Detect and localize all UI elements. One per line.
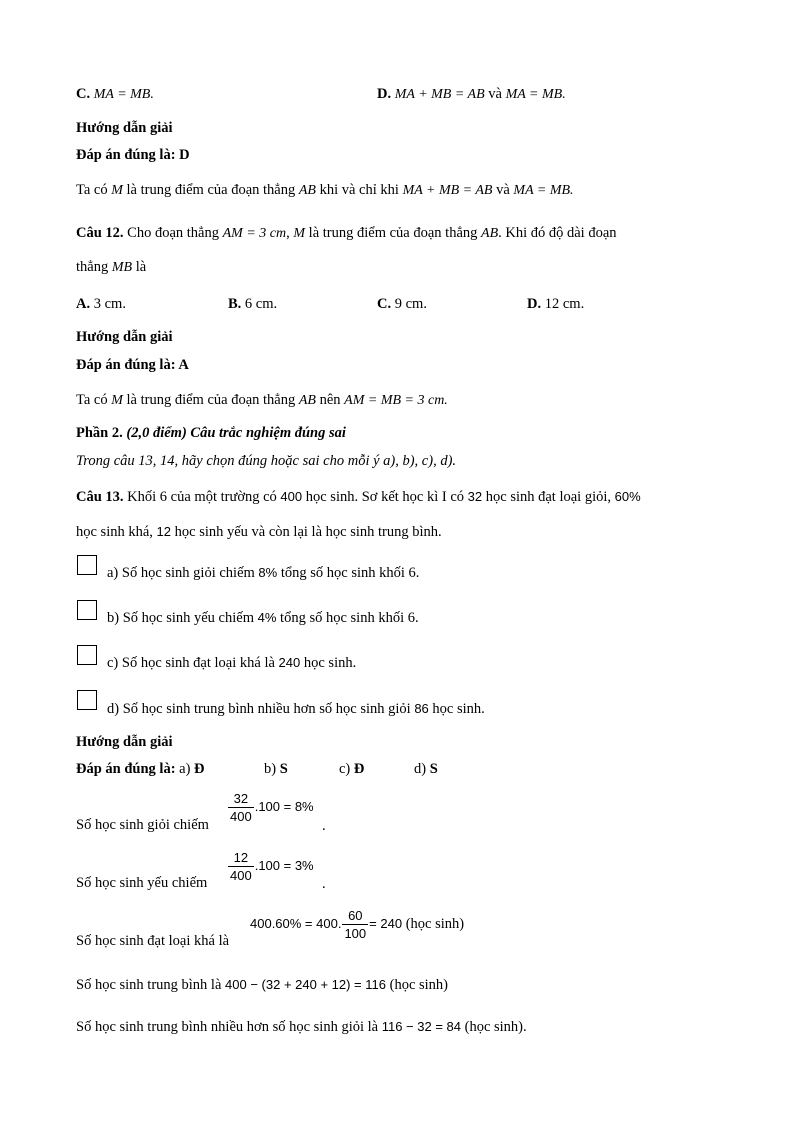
option-text: 12 cm. bbox=[544, 296, 585, 312]
text: khi và chỉ khi bbox=[319, 182, 399, 198]
solution-step-2-text: Số học sinh yếu chiếm bbox=[76, 875, 208, 891]
math-expr: .100 = 8% bbox=[254, 798, 314, 814]
answer-line bbox=[76, 760, 205, 778]
text: là trung điểm của đoạn thẳng bbox=[308, 225, 478, 241]
part-label: Phần 2. bbox=[76, 425, 123, 441]
statement-d bbox=[107, 700, 485, 718]
text: . Khi đó độ dài đoạn bbox=[498, 225, 617, 241]
numerator: 12 bbox=[228, 849, 254, 867]
solution-step-3-text: Số học sinh đạt loại khá là bbox=[76, 933, 230, 949]
answer-item bbox=[264, 760, 288, 778]
text: Ta có bbox=[76, 182, 108, 198]
number: 86 bbox=[414, 701, 429, 716]
option-d bbox=[377, 85, 566, 104]
math-expr: AM = MB = 3 cm. bbox=[344, 393, 448, 408]
math-expr: MB bbox=[111, 260, 133, 275]
solution-step-1-math bbox=[227, 790, 314, 825]
solution-line bbox=[76, 391, 448, 410]
solution-step-2-math bbox=[227, 849, 314, 884]
answer-key: c) bbox=[339, 761, 351, 777]
answer-value: Đ bbox=[353, 761, 365, 777]
fraction bbox=[228, 790, 254, 825]
answer-line: Đáp án đúng là: D bbox=[76, 147, 190, 163]
math-expr: AM = 3 cm bbox=[222, 226, 287, 241]
text: Số học sinh trung bình là bbox=[76, 977, 222, 993]
option-c bbox=[377, 295, 427, 313]
number: 60% bbox=[614, 489, 641, 504]
question-13 bbox=[76, 488, 641, 506]
number: 8% bbox=[258, 565, 278, 580]
statement-c-checkbox[interactable] bbox=[77, 645, 97, 665]
text: thẳng bbox=[76, 259, 109, 275]
numerator: 60 bbox=[342, 907, 368, 925]
text: nên bbox=[319, 392, 341, 408]
text: c) Số học sinh đạt loại khá là bbox=[107, 655, 275, 671]
part-instruction: Trong câu 13, 14, hãy chọn đúng hoặc sai cho mỗi ý a), b), c), d). bbox=[76, 453, 457, 469]
numerator: 32 bbox=[228, 790, 254, 808]
text: và bbox=[488, 86, 502, 102]
text: a) Số học sinh giỏi chiếm bbox=[107, 565, 255, 581]
option-label: C. bbox=[76, 86, 91, 102]
option-a bbox=[76, 295, 126, 313]
number: 400 bbox=[280, 489, 303, 504]
option-text: 3 cm. bbox=[93, 296, 126, 312]
answer-item bbox=[414, 760, 438, 778]
math-expr: M bbox=[111, 393, 123, 408]
text: học sinh. bbox=[432, 701, 485, 717]
answer-value: Đ bbox=[194, 761, 205, 777]
text: là bbox=[135, 259, 147, 275]
statement-b bbox=[107, 609, 419, 627]
option-b bbox=[228, 295, 277, 313]
option-label: B. bbox=[228, 296, 242, 312]
text: học sinh. Sơ kết học kì I có bbox=[305, 489, 465, 505]
part-title: (2,0 điểm) Câu trắc nghiệm đúng sai bbox=[126, 425, 346, 441]
math-expr: AB bbox=[298, 183, 316, 198]
punctuation: . bbox=[322, 876, 326, 892]
option-label: A. bbox=[76, 296, 91, 312]
math-expr: .100 = 3% bbox=[254, 857, 314, 873]
number: 12 bbox=[156, 524, 172, 539]
question-label: Câu 13. bbox=[76, 489, 124, 505]
math-expr: = 240 bbox=[369, 915, 403, 931]
text: Ta có bbox=[76, 392, 108, 408]
text: tổng số học sinh khối 6. bbox=[280, 565, 420, 581]
answer-value: S bbox=[429, 761, 438, 777]
text: Cho đoạn thẳng bbox=[127, 225, 219, 241]
statement-d-checkbox[interactable] bbox=[77, 690, 97, 710]
statement-a bbox=[107, 564, 419, 582]
text: , bbox=[286, 225, 290, 241]
denominator: 400 bbox=[230, 868, 252, 883]
solution-step-5 bbox=[76, 1018, 527, 1036]
option-label: D. bbox=[377, 86, 392, 102]
guide-heading: Hướng dẫn giải bbox=[76, 120, 173, 136]
text: d) Số học sinh trung bình nhiều hơn số học sinh giỏi bbox=[107, 701, 411, 717]
answer-value: S bbox=[279, 761, 288, 777]
denominator: 400 bbox=[230, 809, 252, 824]
option-c bbox=[76, 85, 154, 104]
unit-text: (học sinh) bbox=[389, 977, 448, 993]
punctuation: . bbox=[322, 818, 326, 834]
text: là trung điểm của đoạn thẳng bbox=[126, 182, 296, 198]
math-expr: MA = MB. bbox=[513, 183, 574, 198]
text: là trung điểm của đoạn thẳng bbox=[126, 392, 296, 408]
solution-step-4 bbox=[76, 976, 448, 994]
question-label: Câu 12. bbox=[76, 225, 124, 241]
math-expr: MA = MB. bbox=[93, 87, 154, 102]
math-expr: M bbox=[111, 183, 123, 198]
option-text: 6 cm. bbox=[244, 296, 278, 312]
fraction bbox=[228, 849, 254, 884]
answer-key: d) bbox=[414, 761, 427, 777]
answer-key: b) bbox=[264, 761, 277, 777]
option-text: 9 cm. bbox=[394, 296, 427, 312]
fraction bbox=[342, 907, 368, 942]
math-expr: M bbox=[293, 226, 306, 241]
answer-item bbox=[339, 760, 364, 778]
option-label: C. bbox=[377, 296, 392, 312]
statement-b-checkbox[interactable] bbox=[77, 600, 97, 620]
answer-label: Đáp án đúng là: bbox=[76, 761, 176, 777]
math-expr: MA + MB = AB bbox=[394, 87, 485, 102]
text: và bbox=[496, 182, 510, 198]
option-d bbox=[527, 295, 584, 313]
text: học sinh. bbox=[303, 655, 357, 671]
option-label: D. bbox=[527, 296, 542, 312]
guide-heading: Hướng dẫn giải bbox=[76, 329, 173, 345]
math-expr: 116 − 32 = 84 bbox=[381, 1019, 461, 1034]
number: 4% bbox=[257, 610, 277, 625]
math-expr: AB bbox=[298, 393, 316, 408]
part-heading bbox=[76, 424, 346, 442]
math-expr: 400 − (32 + 240 + 12) = 116 bbox=[225, 977, 386, 992]
math-expr: MA = MB. bbox=[505, 87, 566, 102]
statement-a-checkbox[interactable] bbox=[77, 555, 97, 575]
number: 32 bbox=[467, 489, 483, 504]
solution-step-3-math bbox=[250, 907, 464, 942]
solution-step-1-text: Số học sinh giỏi chiếm bbox=[76, 817, 209, 833]
math-expr: AB bbox=[481, 226, 499, 241]
answer-key: a) bbox=[179, 761, 191, 777]
denominator: 100 bbox=[344, 926, 367, 941]
unit-text: (học sinh) bbox=[405, 915, 465, 932]
question-13-cont bbox=[76, 523, 442, 541]
text: học sinh đạt loại giỏi, bbox=[485, 489, 612, 505]
text: tổng số học sinh khối 6. bbox=[280, 610, 419, 626]
question-12 bbox=[76, 224, 617, 243]
guide-heading: Hướng dẫn giải bbox=[76, 734, 173, 750]
number: 240 bbox=[278, 655, 301, 670]
question-12-cont bbox=[76, 258, 146, 277]
text: Khối 6 của một trường có bbox=[127, 489, 277, 505]
math-expr: MA + MB = AB bbox=[402, 183, 493, 198]
solution-line bbox=[76, 181, 574, 200]
statement-c bbox=[107, 654, 356, 672]
text: b) Số học sinh yếu chiếm bbox=[107, 610, 254, 626]
math-expr: 400.60% = 400. bbox=[250, 915, 342, 931]
text: học sinh khá, bbox=[76, 524, 153, 540]
text: học sinh yếu và còn lại là học sinh trung bình. bbox=[174, 524, 442, 540]
unit-text: (học sinh). bbox=[464, 1019, 527, 1035]
text: Số học sinh trung bình nhiều hơn số học sinh giỏi là bbox=[76, 1019, 379, 1035]
answer-line: Đáp án đúng là: A bbox=[76, 357, 189, 373]
